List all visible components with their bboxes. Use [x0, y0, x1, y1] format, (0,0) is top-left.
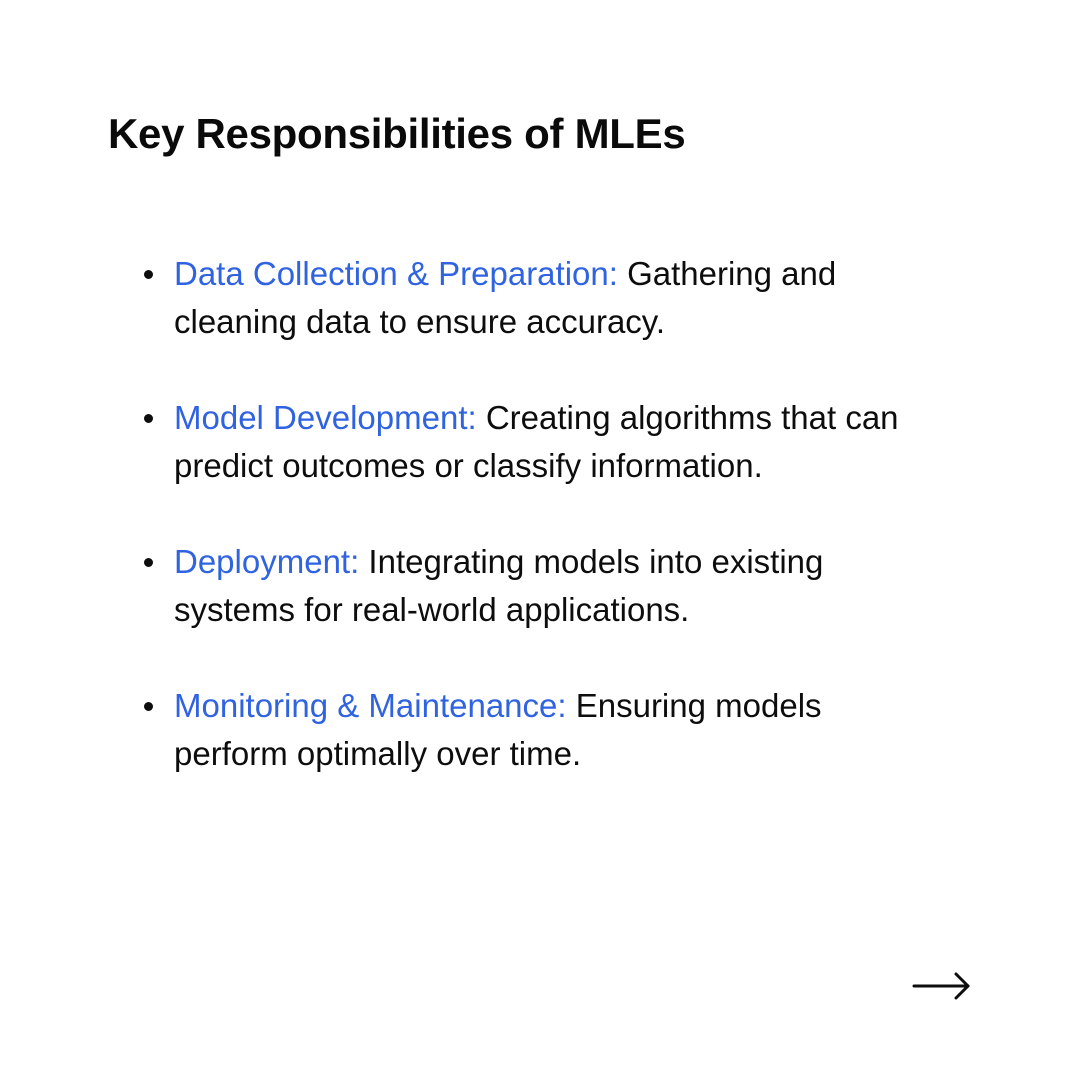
next-button[interactable]: [910, 964, 974, 1008]
item-label: Monitoring & Maintenance:: [174, 687, 567, 724]
item-description: Creating algorithms that can predict outcomes or classify information.: [174, 399, 899, 484]
bullet-icon: [144, 558, 153, 567]
item-label: Data Collection & Preparation:: [174, 255, 618, 292]
bullet-icon: [144, 414, 153, 423]
page-title: Key Responsibilities of MLEs: [108, 110, 686, 157]
bullet-icon: [144, 270, 153, 279]
responsibilities-list: [142, 250, 942, 826]
list-item: [142, 250, 942, 346]
item-description: Gathering and cleaning data to ensure accuracy.: [174, 255, 837, 340]
item-description: Integrating models into existing systems for real-world applications.: [174, 543, 824, 628]
item-label: Model Development:: [174, 399, 477, 436]
bullet-icon: [144, 702, 153, 711]
item-description: Ensuring models perform optimally over time.: [174, 687, 822, 772]
item-label: Deployment:: [174, 543, 360, 580]
list-item: [142, 394, 942, 490]
list-item: [142, 682, 942, 778]
list-item: [142, 538, 942, 634]
arrow-right-icon: [910, 964, 974, 1008]
